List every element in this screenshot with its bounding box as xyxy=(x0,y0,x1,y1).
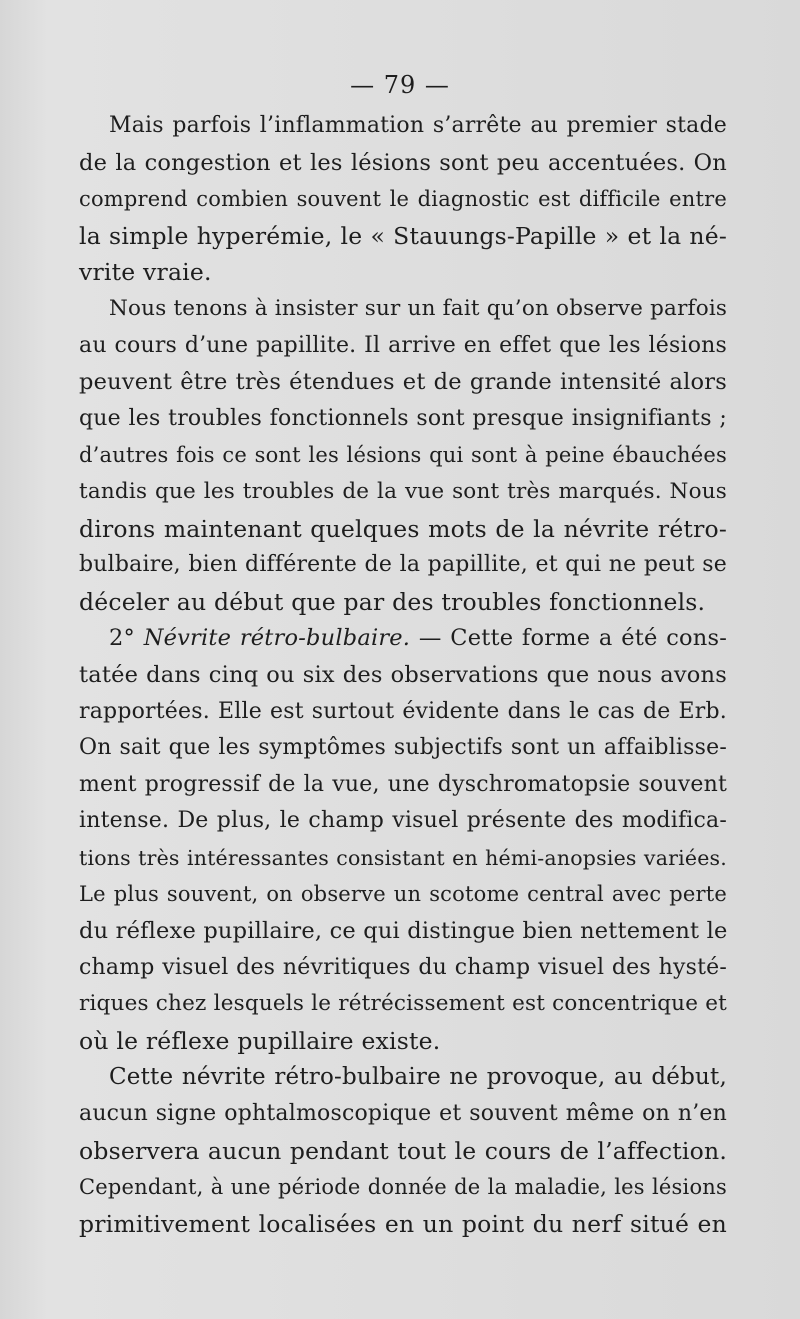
text-line: Nous tenons à insister sur un fait qu’on observe parfois xyxy=(109,295,728,321)
text-line: observera aucun pendant tout le cours de l’affection. xyxy=(79,1136,727,1165)
text-line: riques chez lesquels le rétrécissement est concentrique et xyxy=(79,991,727,1017)
text-line: d’autres fois ce sont les lésions qui sont à peine ébauchées xyxy=(79,443,727,468)
text-line: tatée dans cinq ou six des observations que nous avons xyxy=(79,661,727,688)
text-line: peuvent être très étendues et de grande intensité alors xyxy=(79,369,727,396)
section-number: 2° xyxy=(109,625,144,652)
text-line: du réflexe pupillaire, ce qui distingue bien nettement le xyxy=(79,918,728,945)
text-line: primitivement localisées en un point du nerf situé en xyxy=(79,1209,727,1238)
text-line: comprend combien souvent le diagnostic est difficile entre xyxy=(79,187,727,212)
text-line: de la congestion et les lésions sont peu accentuées. On xyxy=(79,149,727,176)
body-text xyxy=(79,108,727,1242)
text-line: que les troubles fonctionnels sont presque insignifiants ; xyxy=(79,405,727,431)
text-line: bulbaire, bien différente de la papillite, et qui ne peut se xyxy=(79,552,727,578)
text-line: champ visuel des névritiques du champ visuel des hysté- xyxy=(79,954,727,980)
text-line: intense. De plus, le champ visuel présente des modifica- xyxy=(79,808,727,834)
text-line: ment progressif de la vue, une dyschromatopsie souvent xyxy=(79,771,727,797)
text-line: rapportées. Elle est surtout évidente dans le cas de Erb. xyxy=(79,698,727,724)
page-number: — 79 — xyxy=(350,71,450,99)
text-line: aucun signe ophtalmoscopique et souvent même on n’en xyxy=(79,1101,727,1127)
text-line: déceler au début que par des troubles fonctionnels. xyxy=(79,587,706,616)
text-line: tandis que les troubles de la vue sont très marqués. Nous xyxy=(79,478,727,504)
text-line: Le plus souvent, on observe un scotome central avec perte xyxy=(79,882,727,907)
text-line: Cette névrite rétro-bulbaire ne provoque, au début, xyxy=(109,1064,727,1091)
text-line: Mais parfois l’inflammation s’arrête au premier stade xyxy=(109,113,727,138)
text-line: On sait que les symptômes subjectifs sont un affaiblisse- xyxy=(79,735,727,761)
text-line xyxy=(79,620,727,657)
text-line: la simple hyperémie, le « Stauungs-Papille » et la né- xyxy=(79,221,727,250)
text-line: où le réflexe pupillaire existe. xyxy=(79,1026,441,1055)
section-heading-italic: Névrite rétro-bulbaire. xyxy=(143,625,411,652)
text-line: au cours d’une papillite. Il arrive en effet que les lésions xyxy=(79,332,727,358)
text-line: tions très intéressantes consistant en hémi-anopsies variées. xyxy=(79,845,727,870)
section-text: — Cette forme a été cons- xyxy=(410,625,728,652)
text-line: vrite vraie. xyxy=(79,258,212,287)
text-line: dirons maintenant quelques mots de la névrite rétro- xyxy=(79,514,727,543)
text-line: Cependant, à une période donnée de la maladie, les lésions xyxy=(79,1175,727,1200)
